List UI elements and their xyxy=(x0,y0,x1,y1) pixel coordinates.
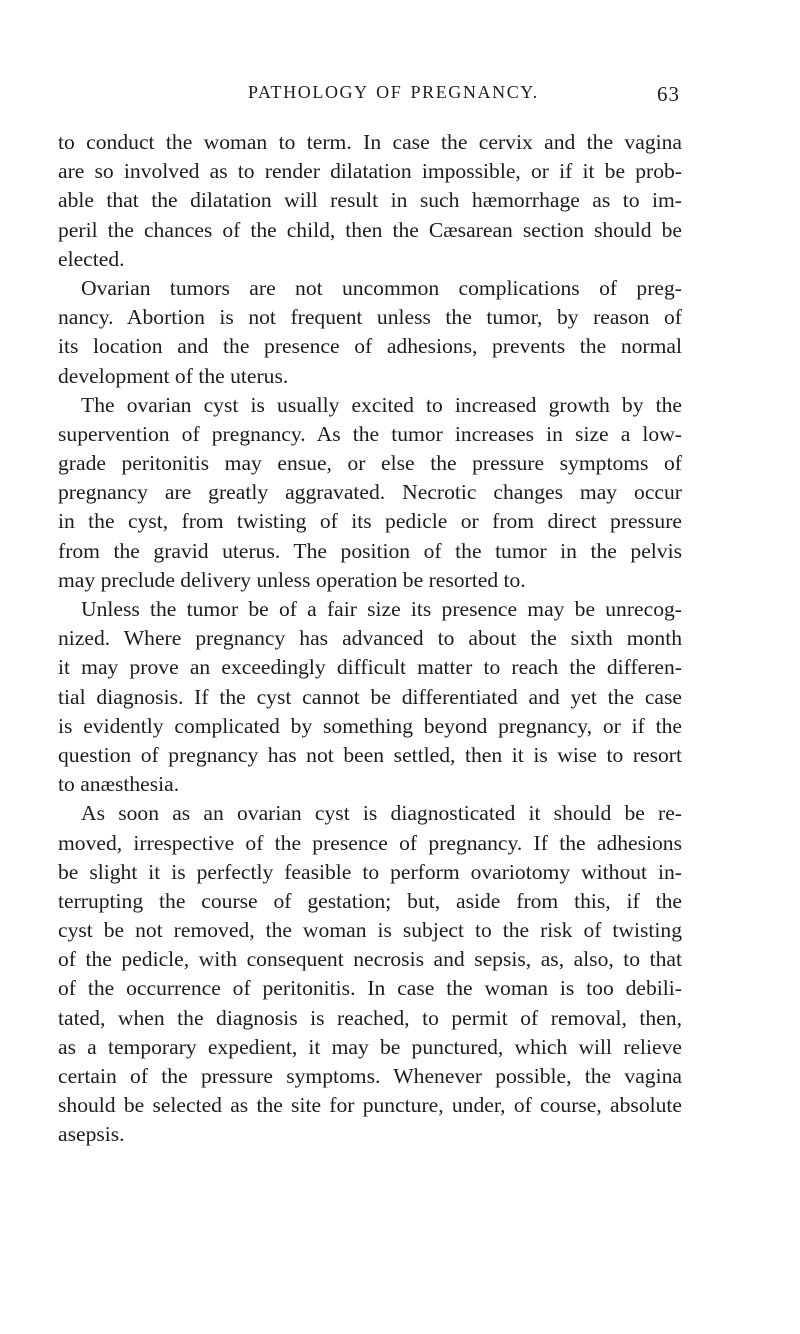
text-line: to conduct the woman to term. In case the cervix and the vagina xyxy=(58,130,682,154)
text-line: in the cyst, from twisting of its pedicle or from direct pressure xyxy=(58,509,682,534)
text-line: moved, irrespective of the presence of pregnancy. If the adhesions xyxy=(58,830,682,855)
text-line: pregnancy are greatly aggravated. Necrotic changes may occur xyxy=(58,480,682,505)
text-line: its location and the presence of adhesions, prevents the normal xyxy=(58,334,682,359)
text-line: certain of the pressure symptoms. Whenever possible, the vagina xyxy=(58,1064,682,1088)
text-line: terrupting the course of gestation; but, aside from this, if the xyxy=(58,888,682,913)
running-title: PATHOLOGY OF PREGNANCY. xyxy=(248,82,539,102)
running-header xyxy=(60,82,680,110)
text-line: tial diagnosis. If the cyst cannot be differentiated and yet the case xyxy=(58,684,682,709)
text-line: Unless the tumor be of a fair size its presence may be unrecog- xyxy=(81,597,682,621)
body-text xyxy=(58,128,682,1150)
text-line: As soon as an ovarian cyst is diagnosticated it should be re- xyxy=(81,801,682,826)
text-line: Ovarian tumors are not uncommon complications of preg- xyxy=(81,275,682,300)
text-line: are so involved as to render dilatation impossible, or if it be prob- xyxy=(58,159,682,184)
page-number: 63 xyxy=(657,82,680,106)
text-line: it may prove an exceedingly difficult matter to reach the differen- xyxy=(58,655,682,680)
text-line: nized. Where pregnancy has advanced to about the sixth month xyxy=(58,626,682,651)
text-line: development of the uterus. xyxy=(58,363,289,388)
text-line: question of pregnancy has not been settled, then it is wise to resort xyxy=(58,742,682,767)
text-line: should be selected as the site for puncture, under, of course, absolute xyxy=(58,1093,682,1118)
text-line: is evidently complicated by something beyond pregnancy, or if the xyxy=(58,713,682,738)
text-line: of the occurrence of peritonitis. In case the woman is too debili- xyxy=(58,976,682,1001)
text-line: of the pedicle, with consequent necrosis and sepsis, as, also, to that xyxy=(58,947,682,972)
text-line: elected. xyxy=(58,246,125,271)
text-line: able that the dilatation will result in such hæmorrhage as to im- xyxy=(58,188,682,213)
text-line: supervention of pregnancy. As the tumor increases in size a low- xyxy=(58,421,682,446)
text-line: grade peritonitis may ensue, or else the pressure symptoms of xyxy=(58,451,682,476)
text-line: asepsis. xyxy=(58,1122,125,1147)
text-line: from the gravid uterus. The position of the tumor in the pelvis xyxy=(58,538,682,563)
text-line: tated, when the diagnosis is reached, to permit of removal, then, xyxy=(58,1005,682,1030)
text-line: The ovarian cyst is usually excited to increased growth by the xyxy=(81,392,682,417)
text-line: cyst be not removed, the woman is subject to the risk of twisting xyxy=(58,918,682,943)
text-line: may preclude delivery unless operation be resorted to. xyxy=(58,567,526,592)
text-line: nancy. Abortion is not frequent unless the tumor, by reason of xyxy=(58,305,682,330)
text-line: peril the chances of the child, then the Cæsarean section should be xyxy=(58,217,682,242)
text-line: as a temporary expedient, it may be punctured, which will relieve xyxy=(58,1034,682,1059)
text-line: to anæsthesia. xyxy=(58,772,180,797)
text-line: be slight it is perfectly feasible to perform ovariotomy without in- xyxy=(58,859,682,884)
